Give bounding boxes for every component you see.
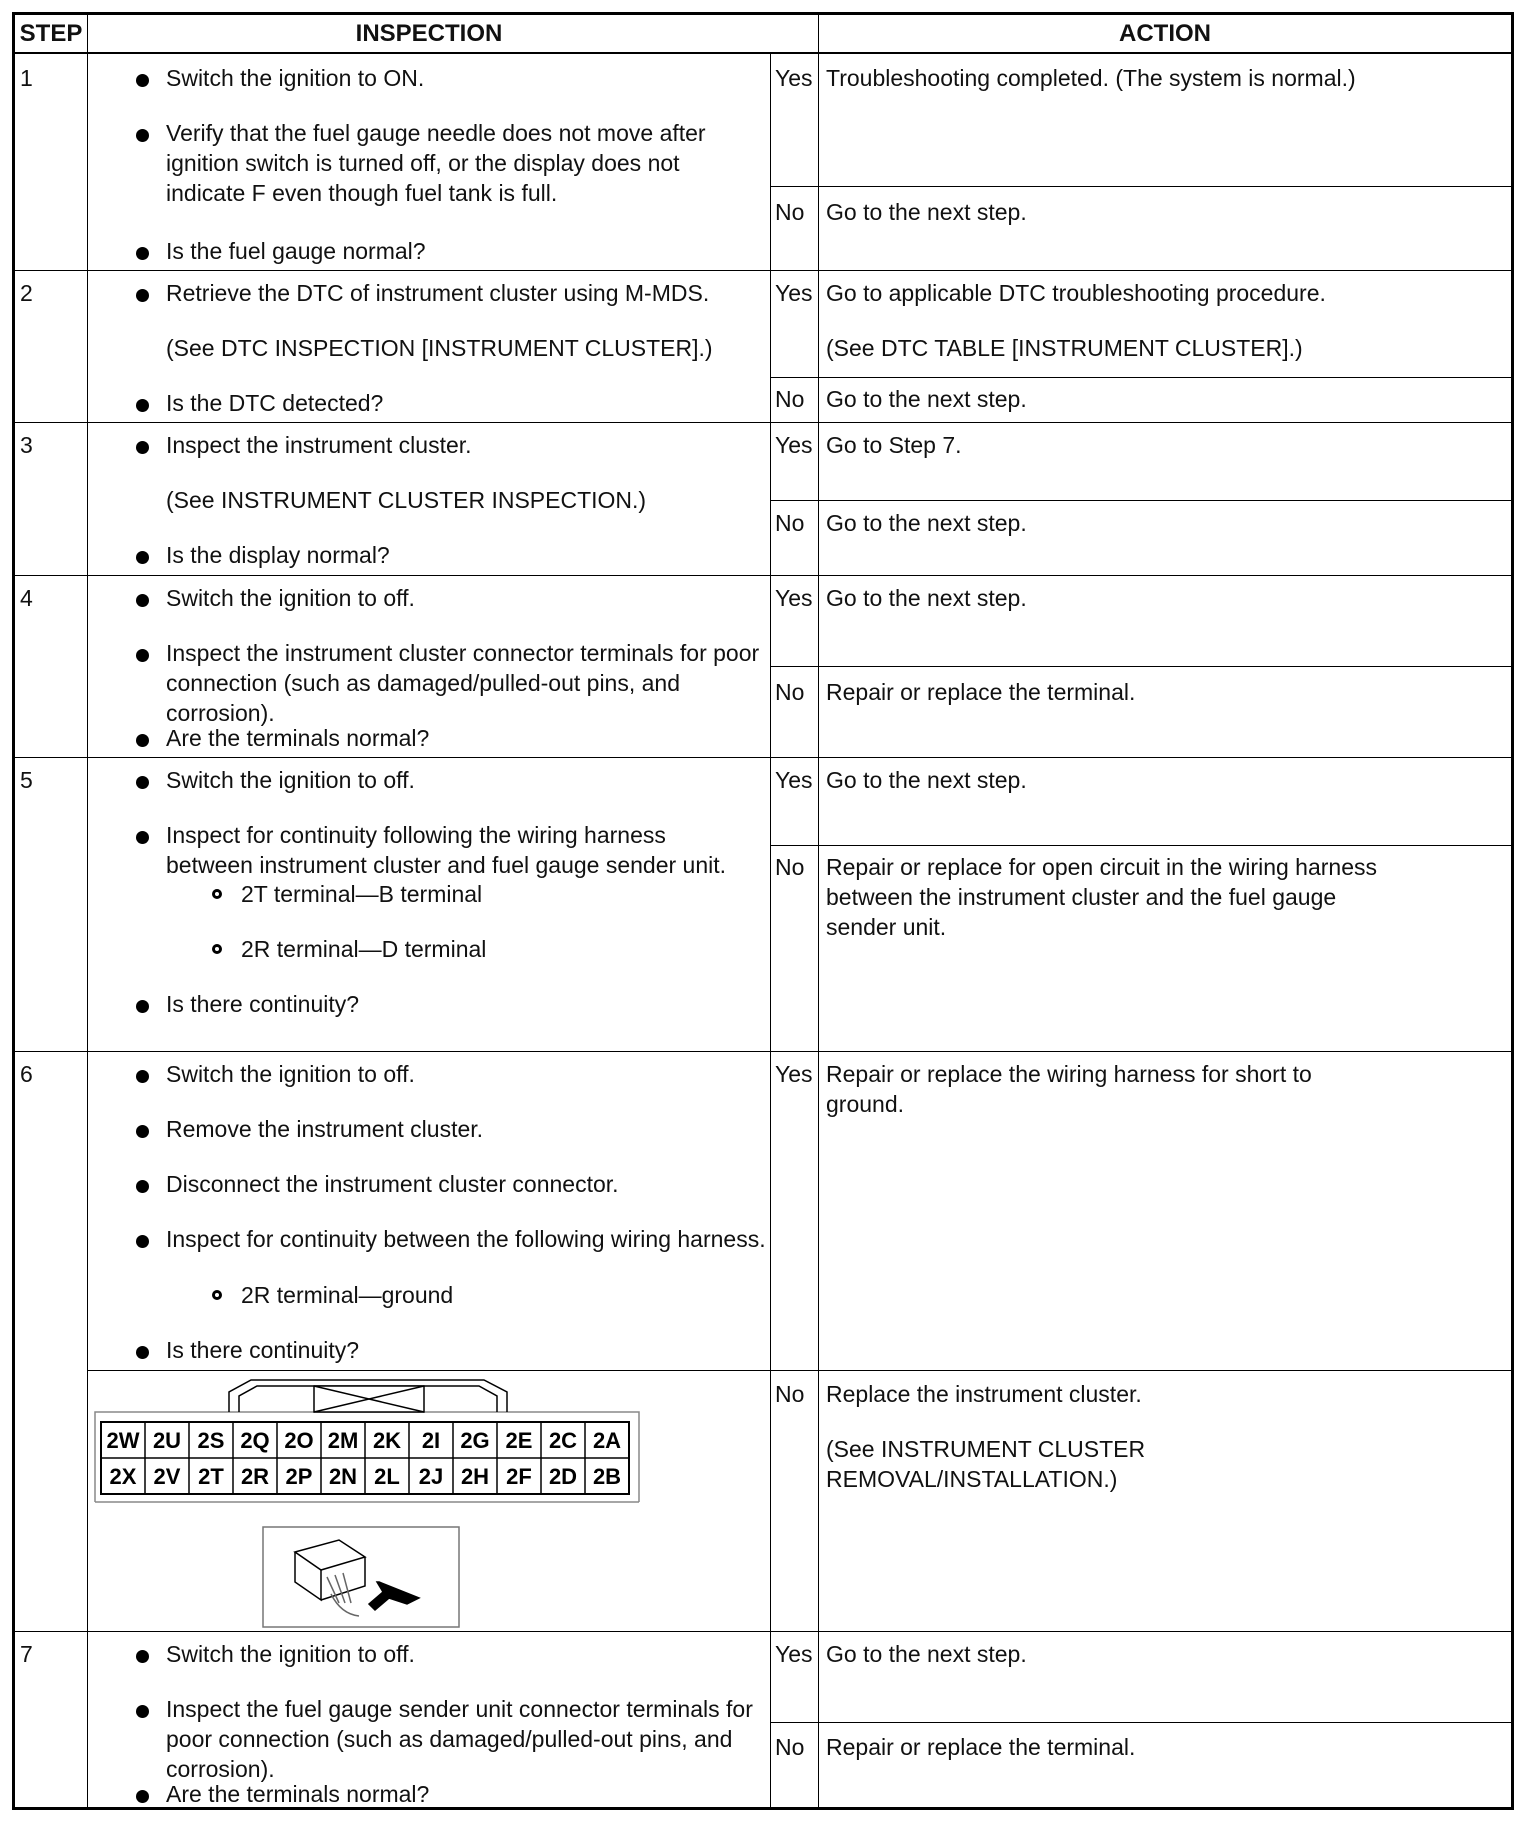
divider — [15, 52, 1511, 54]
bullet-icon — [136, 129, 149, 142]
inspection-item: Is the fuel gauge normal? — [166, 238, 426, 264]
divider — [87, 1370, 1511, 1371]
terminal-label: 2F — [506, 1464, 532, 1489]
step-number: 6 — [20, 1061, 33, 1087]
yes-label: Yes — [775, 585, 813, 611]
no-label: No — [775, 386, 805, 412]
inspection-note: (See DTC INSPECTION [INSTRUMENT CLUSTER].) — [166, 335, 713, 361]
bullet-icon — [136, 441, 149, 454]
inspection-item: Switch the ignition to off. — [166, 767, 415, 793]
bullet-icon — [136, 1705, 149, 1718]
terminal-label: 2S — [197, 1428, 225, 1453]
bullet-icon — [136, 1650, 149, 1663]
step-number: 7 — [20, 1641, 33, 1667]
step-number: 4 — [20, 585, 33, 611]
inspection-subitem: 2T terminal—B terminal — [241, 881, 483, 907]
bullet-icon — [136, 1235, 149, 1248]
action-text: Go to the next step. — [826, 510, 1027, 536]
terminal-label: 2U — [152, 1428, 182, 1453]
action-note: (See DTC TABLE [INSTRUMENT CLUSTER].) — [826, 335, 1303, 361]
bullet-icon — [136, 1125, 149, 1138]
yes-label: Yes — [775, 432, 813, 458]
action-text: Go to the next step. — [826, 585, 1027, 611]
divider — [770, 377, 1511, 378]
step-number: 2 — [20, 280, 33, 306]
terminal-label: 2L — [374, 1464, 400, 1489]
terminal-label: 2C — [548, 1428, 578, 1453]
terminal-label: 2E — [505, 1428, 533, 1453]
inspection-note: (See INSTRUMENT CLUSTER INSPECTION.) — [166, 487, 647, 513]
divider — [770, 1722, 1511, 1723]
divider — [15, 1631, 1511, 1632]
bullet-icon — [136, 289, 149, 302]
bullet-icon — [136, 247, 149, 260]
terminal-label: 2G — [460, 1428, 490, 1453]
action-text: Go to the next step. — [826, 767, 1027, 793]
terminal-label: 2B — [592, 1464, 622, 1489]
inspection-item: Inspect the fuel gauge sender unit connector terminals for poor connection (such as damaged/pulled-out pins, and corrosion). — [166, 1696, 753, 1782]
no-label: No — [775, 199, 805, 225]
yes-label: Yes — [775, 65, 813, 91]
action-note: (See INSTRUMENT CLUSTER REMOVAL/INSTALLATION.) — [826, 1436, 1146, 1492]
terminal-label: 2M — [327, 1428, 359, 1453]
inspection-item: Are the terminals normal? — [166, 725, 430, 751]
ring-bullet-icon — [212, 889, 222, 899]
step-number: 5 — [20, 767, 33, 793]
action-text: Go to the next step. — [826, 199, 1027, 225]
action-text: Repair or replace the terminal. — [826, 1734, 1136, 1760]
inspection-item: Switch the ignition to ON. — [166, 65, 425, 91]
no-label: No — [775, 679, 805, 705]
inspection-item: Are the terminals normal? — [166, 1781, 430, 1807]
inspection-item: Verify that the fuel gauge needle does not move after ignition switch is turned off, or the display does not indicate F even though fuel tank is full. — [166, 120, 706, 206]
terminal-label: 2R — [240, 1464, 270, 1489]
header-step: STEP — [19, 20, 83, 47]
divider — [770, 186, 1511, 187]
terminal-label: 2I — [421, 1428, 441, 1453]
action-text: Go to the next step. — [826, 386, 1027, 412]
inspection-item: Is there continuity? — [166, 1337, 360, 1363]
action-text: Repair or replace for open circuit in the wiring harness between the instrument cluster and the fuel gauge sender unit. — [826, 854, 1377, 940]
yes-label: Yes — [775, 1641, 813, 1667]
inspection-table — [12, 12, 1514, 1810]
inspection-item: Inspect the instrument cluster. — [166, 432, 472, 458]
no-label: No — [775, 1734, 805, 1760]
divider — [15, 575, 1511, 576]
no-label: No — [775, 510, 805, 536]
divider — [770, 666, 1511, 667]
terminal-label: 2W — [106, 1428, 140, 1453]
action-text: Replace the instrument cluster. — [826, 1381, 1142, 1407]
ring-bullet-icon — [212, 944, 222, 954]
step-number: 1 — [20, 65, 33, 91]
action-text: Repair or replace the terminal. — [826, 679, 1136, 705]
action-text: Troubleshooting completed. (The system is normal.) — [826, 65, 1356, 91]
inspection-item: Is the DTC detected? — [166, 390, 384, 416]
divider — [15, 757, 1511, 758]
terminal-label: 2Q — [240, 1428, 270, 1453]
divider — [770, 845, 1511, 846]
yes-label: Yes — [775, 767, 813, 793]
yes-label: Yes — [775, 1061, 813, 1087]
bullet-icon — [136, 551, 149, 564]
bullet-icon — [136, 1000, 149, 1013]
bullet-icon — [136, 1180, 149, 1193]
divider — [770, 52, 771, 1807]
terminal-label: 2D — [548, 1464, 578, 1489]
no-label: No — [775, 1381, 805, 1407]
inspection-item: Retrieve the DTC of instrument cluster using M-MDS. — [166, 280, 710, 306]
inspection-item: Switch the ignition to off. — [166, 585, 415, 611]
inspection-item: Inspect for continuity following the wiring harness between instrument cluster and fuel gauge sender unit. — [166, 822, 727, 878]
inspection-item: Inspect for continuity between the following wiring harness. — [166, 1226, 766, 1252]
terminal-label: 2O — [284, 1428, 314, 1453]
terminal-label: 2T — [198, 1464, 224, 1489]
bullet-icon — [136, 831, 149, 844]
inspection-item: Switch the ignition to off. — [166, 1061, 415, 1087]
inspection-item: Is there continuity? — [166, 991, 360, 1017]
divider — [15, 422, 1511, 423]
divider — [15, 1051, 1511, 1052]
inspection-item: Inspect the instrument cluster connector terminals for poor connection (such as damaged/pulled-out pins, and corrosion). — [166, 640, 760, 726]
terminal-label: 2N — [328, 1464, 358, 1489]
header-action: ACTION — [1119, 20, 1211, 47]
terminal-label: 2H — [460, 1464, 490, 1489]
action-text: Go to Step 7. — [826, 432, 962, 458]
action-text: Go to applicable DTC troubleshooting procedure. — [826, 280, 1326, 306]
action-text: Repair or replace the wiring harness for short to ground. — [826, 1061, 1312, 1117]
bullet-icon — [136, 734, 149, 747]
bullet-icon — [136, 1790, 149, 1803]
connector-diagram — [89, 1372, 769, 1630]
bullet-icon — [136, 1070, 149, 1083]
inspection-subitem: 2R terminal—D terminal — [241, 936, 487, 962]
terminal-label: 2A — [592, 1428, 622, 1453]
bullet-icon — [136, 649, 149, 662]
inspection-subitem: 2R terminal—ground — [241, 1282, 454, 1308]
no-label: No — [775, 854, 805, 880]
bullet-icon — [136, 399, 149, 412]
action-text: Go to the next step. — [826, 1641, 1027, 1667]
terminal-label: 2X — [109, 1464, 137, 1489]
probe-illustration — [263, 1527, 459, 1627]
terminal-label: 2V — [153, 1464, 181, 1489]
divider — [87, 15, 88, 1807]
inspection-item: Is the display normal? — [166, 542, 390, 568]
terminal-label: 2K — [372, 1428, 402, 1453]
step-number: 3 — [20, 432, 33, 458]
divider — [818, 15, 819, 1807]
terminal-label: 2P — [285, 1464, 313, 1489]
header-inspection: INSPECTION — [355, 20, 503, 47]
inspection-item: Switch the ignition to off. — [166, 1641, 415, 1667]
terminal-label: 2J — [418, 1464, 444, 1489]
inspection-item: Remove the instrument cluster. — [166, 1116, 484, 1142]
yes-label: Yes — [775, 280, 813, 306]
bullet-icon — [136, 776, 149, 789]
inspection-item: Disconnect the instrument cluster connector. — [166, 1171, 619, 1197]
bullet-icon — [136, 1346, 149, 1359]
ring-bullet-icon — [212, 1290, 222, 1300]
bullet-icon — [136, 74, 149, 87]
divider — [15, 270, 1511, 271]
divider — [770, 500, 1511, 501]
bullet-icon — [136, 594, 149, 607]
